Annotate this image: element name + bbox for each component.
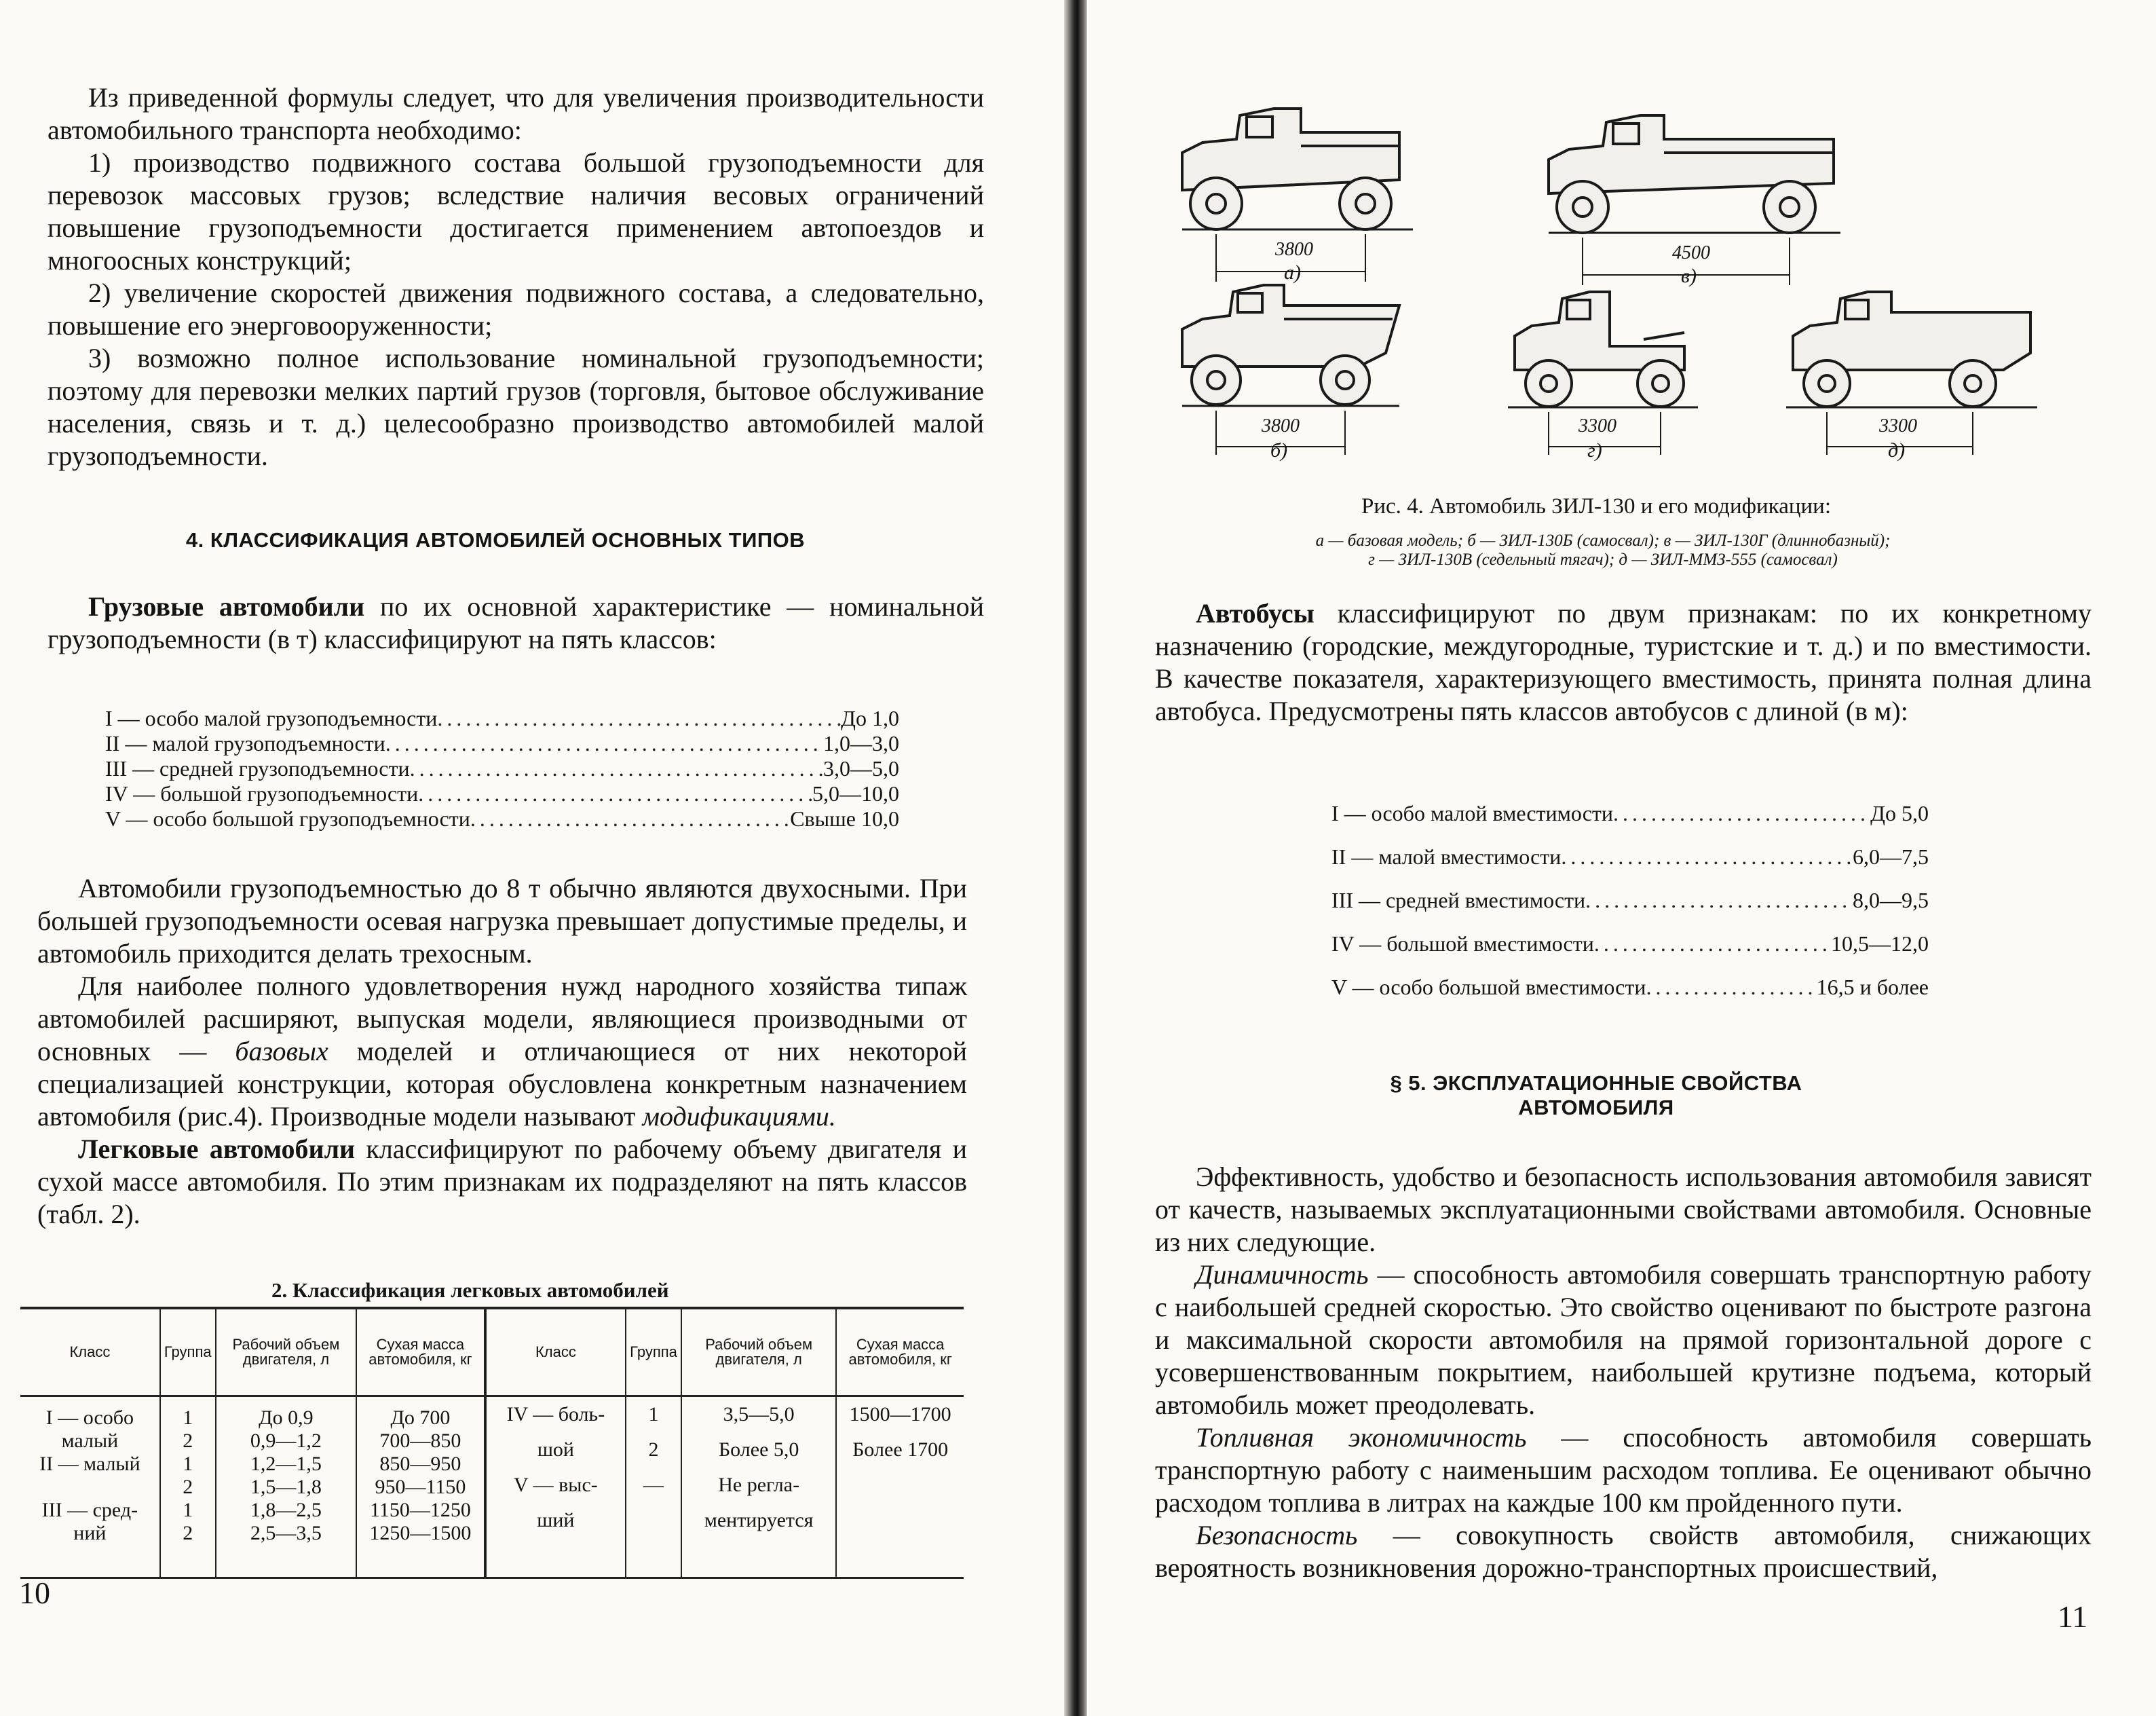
book-spine — [1064, 0, 1089, 1716]
col-volume: Рабочий объем двигателя, л — [216, 1308, 356, 1396]
table-title: 2. Классификация легковых автомобилей — [271, 1278, 669, 1302]
dim-g: 3300 — [1578, 415, 1616, 436]
col-group: Группа — [160, 1308, 216, 1396]
bus-class-row: III — средней вместимости ..... 8,0—9,5 — [1331, 888, 1929, 931]
buses-term: Автобусы — [1196, 598, 1315, 629]
safety-paragraph: Безопасность — совокупность свойств автомобиля, снижающих вероятность возникновения дорожно-транспортных происшествий, — [1155, 1520, 2092, 1583]
dim-d: 3300 — [1879, 415, 1917, 436]
trucks-intro-text: по их основной характеристике — номинальной грузоподъемности (в т) классифицируют на пять классов: — [48, 591, 984, 654]
label-g: г) — [1587, 439, 1602, 462]
cell-volume-left: До 0,9 0,9—1,2 1,2—1,5 1,5—1,8 1,8—2,5 2,5—3,5 — [216, 1396, 356, 1578]
label-b: б) — [1270, 439, 1288, 462]
truck-class-row: II — малой грузоподъемности ..... 1,0—3,0 — [105, 731, 899, 756]
truck-class-row: III — средней грузоподъемности ..... 3,0—5,0 — [105, 756, 899, 781]
figure-caption: Рис. 4. Автомобиль ЗИЛ-130 и его модификации: — [1361, 494, 1831, 519]
properties-paragraphs — [1155, 1161, 2092, 1584]
figure-legend-1: а — базовая модель; б — ЗИЛ-130Б (самосвал); в — ЗИЛ-130Г (длиннобазный); — [1315, 531, 1891, 550]
axles-paragraph: Автомобили грузоподъемностью до 8 т обычно являются двухосными. При большей грузоподъемности осевая нагрузка превышает допустимые пределы, и автомобиль приходится делать трехосным. — [37, 873, 967, 969]
bus-class-row: I — особо малой вместимости ..... До 5,0 — [1331, 801, 1929, 844]
col-mass-2: Сухая масса автомобиля, кг — [836, 1308, 964, 1396]
intro-p3: 2) увеличение скоростей движения подвижного состава, а следовательно, повышение его энерговооруженности; — [48, 278, 984, 341]
page-number-right: 11 — [2058, 1599, 2088, 1634]
dim-b: 3800 — [1262, 415, 1300, 436]
trucks-term: Грузовые автомобили — [88, 591, 365, 622]
intro-p4: 3) возможно полное использование номинальной грузоподъемности; поэтому для перевозки мелких партий грузов (торговля, бытовое обслуживание населения, связь и т. д.) целесообразно производство автомобилей малой грузоподъемности. — [48, 343, 984, 471]
figure-legend-2: г — ЗИЛ-130В (седельный тягач); д — ЗИЛ-ММЗ-555 (самосвал) — [1368, 551, 1838, 569]
models-paragraph: Для наиболее полного удовлетворения нужд народного хозяйства типаж автомобилей расширяют, выпуская модели, являющиеся производными от основных — базовых моделей и отличающиеся от них некоторой специализацией конструкции, которая обусловлена конкретным назначением автомобиля (рис.4). Производные модели называют модификациями. — [37, 971, 967, 1132]
bus-classes-list — [1331, 801, 1929, 1018]
truck-class-row: I — особо малой грузоподъемности ..... До 1,0 — [105, 706, 899, 731]
col-mass: Сухая масса автомобиля, кг — [356, 1308, 485, 1396]
trucks-intro — [48, 591, 984, 656]
intro-p2: 1) производство подвижного состава большой грузоподъемности для перевозок массовых грузов; вследствие наличия весовых ограничений повышение грузоподъемности достигается применением автопоездов и многоосных конструкций; — [48, 147, 984, 276]
dynamics-paragraph: Динамичность — способность автомобиля совершать транспортную работу с наибольшей средней скоростью. Это свойство оценивают по быстроте разгона и максимальной скорости автомобиля на прямой горизонтальной дороге с усовершенствованным покрытием, наибольшей крутизне подъема, который автомобиль может преодолевать. — [1155, 1259, 2092, 1420]
col-class-2: Класс — [485, 1308, 626, 1396]
buses-paragraph: Автобусы классифицируют по двум признакам: по их конкретному назначению (городские, междугородные, туристские и т. д.) и по вместимости. В качестве показателя, характеризующего вместимость, принята полная длина автобуса. Предусмотрены пять классов автобусов с длиной (в м): — [1155, 598, 2092, 726]
label-a: а) — [1284, 261, 1301, 284]
bus-class-row: IV — большой вместимости ..... 10,5—12,0 — [1331, 931, 1929, 975]
section-heading-5: § 5. ЭКСПЛУАТАЦИОННЫЕ СВОЙСТВА АВТОМОБИЛЯ — [1390, 1071, 1802, 1119]
intro-paragraphs — [48, 81, 984, 472]
cell-volume-right: 3,5—5,0 Более 5,0 Не регла- ментируется — [681, 1396, 836, 1578]
col-volume-2: Рабочий объем двигателя, л — [681, 1308, 836, 1396]
dim-v: 4500 — [1672, 242, 1710, 263]
fuel-paragraph: Топливная экономичность — способность автомобиля совершать транспортную работу с наименьшим расходом топлива. Ее оценивают обычно расходом топлива в литрах на каждые 100 км пройденного пути. — [1155, 1422, 2092, 1518]
page-number-left: 10 — [19, 1575, 50, 1610]
cell-group-left: 1 2 1 2 1 2 — [160, 1396, 216, 1578]
cell-mass-left: До 700 700—850 850—950 950—1150 1150—1250 1250—1500 — [356, 1396, 485, 1578]
cars-paragraph: Легковые автомобили классифицируют по рабочему объему двигателя и сухой массе автомобиля. По этим признакам их подразделяют на пять классов (табл. 2). — [37, 1134, 967, 1229]
left-page — [0, 0, 1065, 1716]
cell-class-right: IV — боль- шой V — выс- ший — [485, 1396, 626, 1578]
truck-class-row: IV — большой грузоподъемности ..... 5,0—10,0 — [105, 781, 899, 806]
intro-p1: Из приведенной формулы следует, что для увеличения производительности автомобильного транспорта необходимо: — [48, 82, 984, 145]
truck-classes-list — [105, 706, 899, 832]
dim-a: 3800 — [1275, 239, 1313, 260]
col-group-2: Группа — [626, 1308, 681, 1396]
cell-class-left: I — особо малый II — малый III — сред- ний — [20, 1396, 160, 1578]
bus-class-row: V — особо большой вместимости ..... 16,5 и более — [1331, 975, 1929, 1018]
label-v: в) — [1681, 265, 1697, 287]
bus-class-row: II — малой вместимости ..... 6,0—7,5 — [1331, 844, 1929, 888]
cell-mass-right: 1500—1700 Более 1700 — [849, 1403, 951, 1461]
properties-intro: Эффективность, удобство и безопасность использования автомобиля зависят от качеств, называемых эксплуатационными свойствами автомобиля. Основные из них следующие. — [1155, 1161, 2092, 1257]
cell-group-right: 1 2 — — [626, 1396, 681, 1578]
right-page — [1087, 0, 2156, 1716]
label-d: д) — [1888, 439, 1906, 462]
cars-classification-table — [20, 1307, 964, 1579]
table-row — [20, 1396, 964, 1578]
section-heading-4: 4. КЛАССИФИКАЦИЯ АВТОМОБИЛЕЙ ОСНОВНЫХ ТИПОВ — [185, 528, 806, 552]
col-class: Класс — [20, 1308, 160, 1396]
truck-class-row: V — особо большой грузоподъемности ..... Свыше 10,0 — [105, 806, 899, 832]
body-paragraphs — [37, 872, 967, 1231]
